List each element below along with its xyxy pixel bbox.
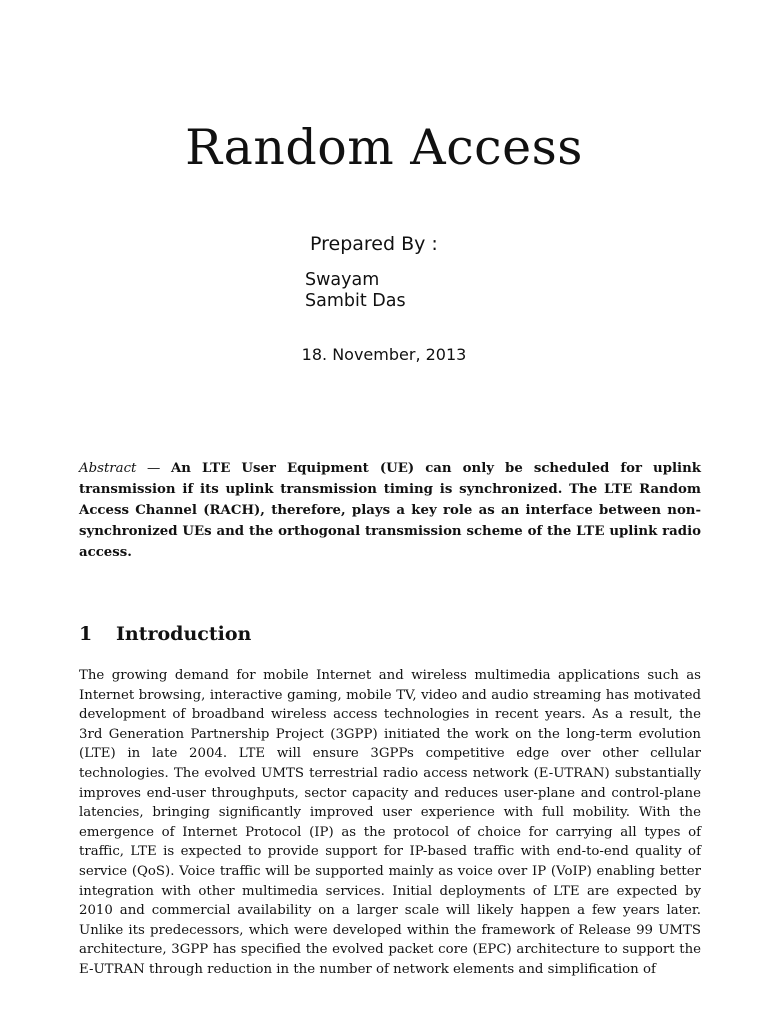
document-date: 18. November, 2013 — [301, 345, 467, 364]
abstract — [79, 458, 701, 563]
intro-paragraph: The growing demand for mobile Internet and wireless multimedia applications such as Internet browsing, interactive gaming, mobile TV, video and audio streaming has motivated development of broadband wireless access technologies in recent years. As a result, the 3rd Generation Partnership Project (3GPP) initiated the work on the long-term evolution (LTE) in late 2004. LTE will ensure 3GPPs competitive edge over other cellular technologies. The evolved UMTS terrestrial radio access network (E-UTRAN) substantially improves end-user throughputs, sector capacity and reduces user-plane and control-plane latencies, bringing significantly improved user experience with full mobility. With the emergence of Internet Protocol (IP) as the protocol of choice for carrying all types of traffic, LTE is expected to provide support for IP-based traffic with end-to-end quality of service (QoS). Voice traffic will be supported mainly as voice over IP (VoIP) enabling better integration with other multimedia services. Initial deployments of LTE are expected by 2010 and commercial availability on a larger scale will likely happen a few years later. Unlike its predecessors, which were developed within the framework of Release 99 UMTS architecture, 3GPP has specified the evolved packet core (EPC) architecture to support the E-UTRAN through reduction in the number of network elements and simplification of — [79, 668, 701, 977]
author-name: Swayam — [305, 270, 380, 290]
section-title: Introduction — [116, 623, 252, 645]
document-title: Random Access — [185, 119, 583, 176]
section-heading — [79, 621, 251, 647]
abstract-text: An LTE User Equipment (UE) can only be scheduled for uplink transmission if its uplink transmission timing is synchronized. The LTE Random Access Channel (RACH), therefore, plays a key role as an interface between non-synchronized UEs and the orthogonal transmission scheme of the LTE uplink radio access. — [79, 461, 701, 560]
prepared-by-label: Prepared By : — [310, 233, 438, 255]
section-number: 1 — [79, 623, 93, 645]
abstract-label: Abstract — — [79, 461, 161, 476]
author-list — [305, 270, 406, 312]
author-name: Sambit Das — [305, 291, 406, 311]
